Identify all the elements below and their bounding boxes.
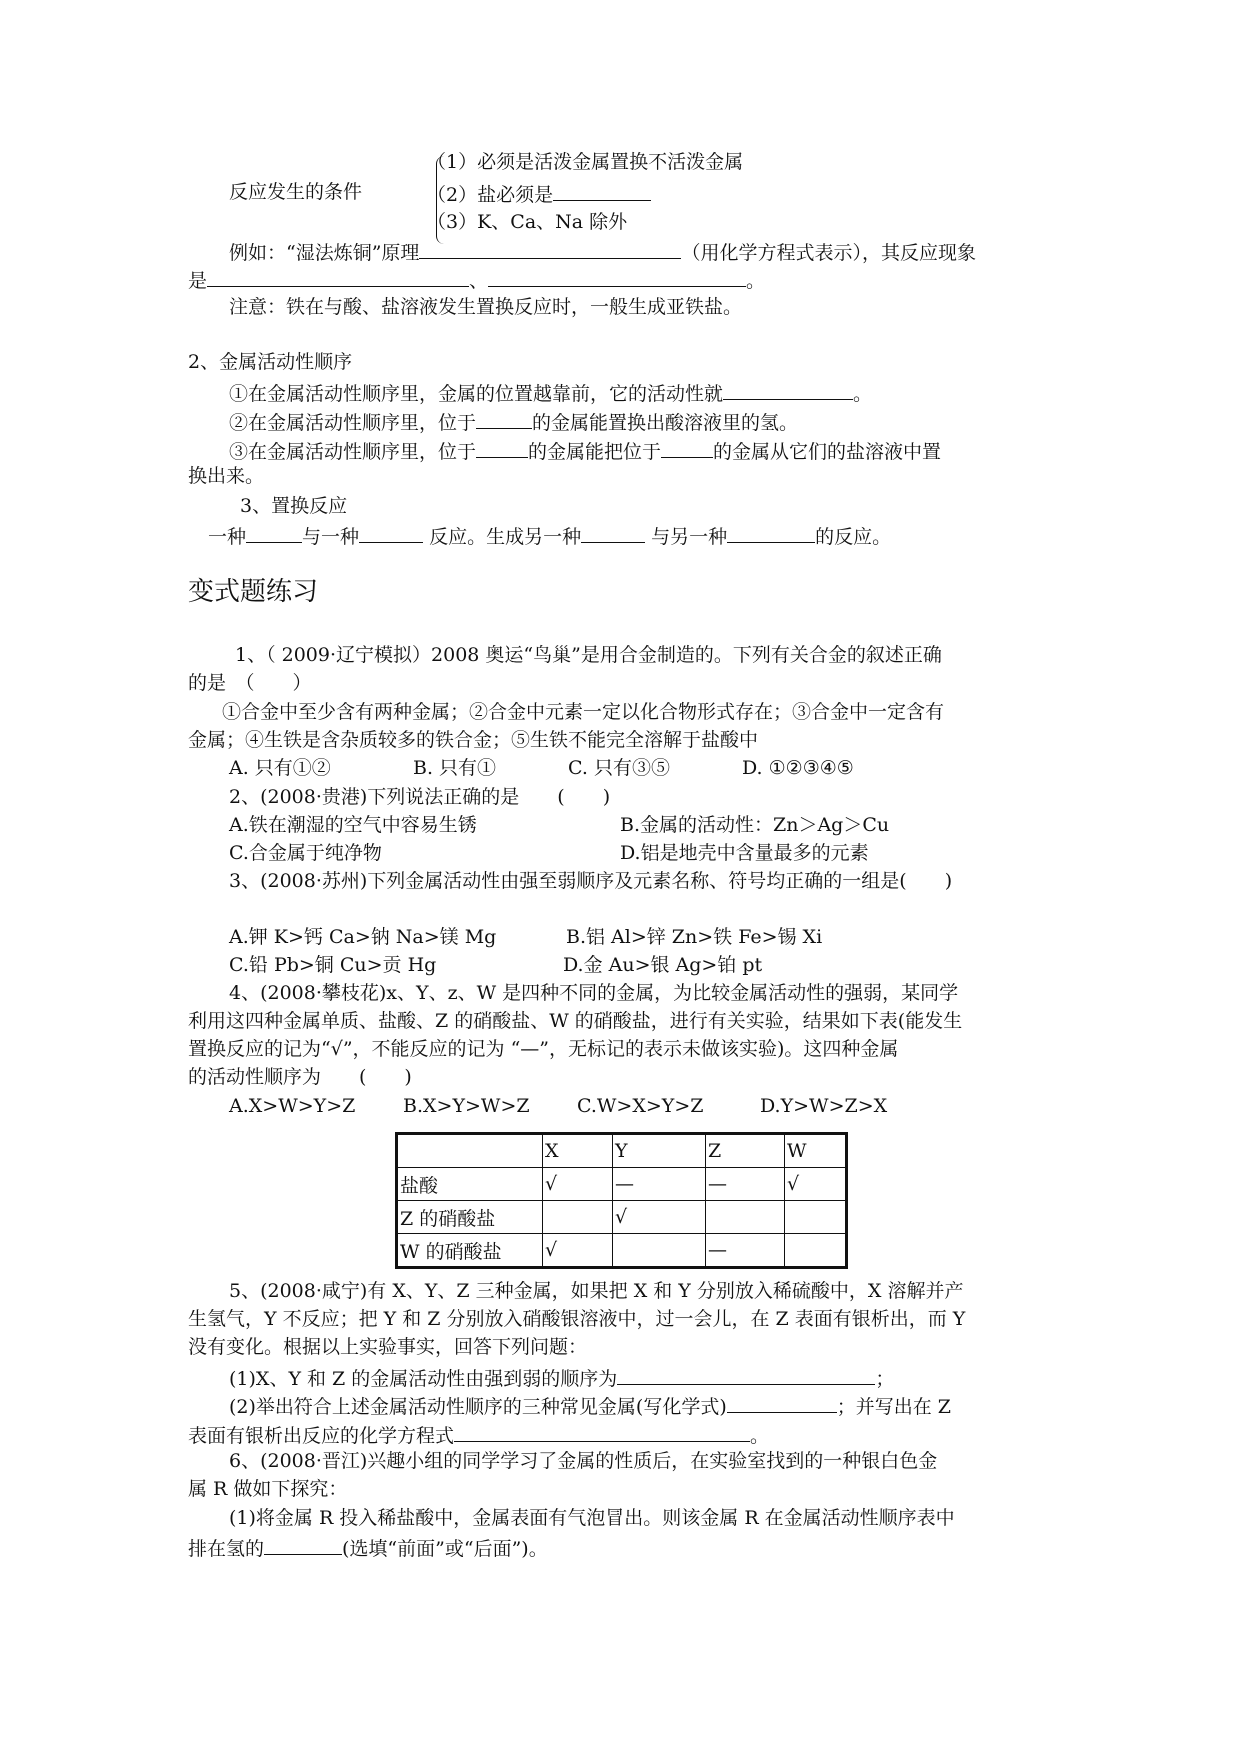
- q5-sub1: (1)X、Y 和 Z 的金属活动性由强到弱的顺序为 ；: [229, 1364, 894, 1391]
- table-cell: —: [706, 1168, 785, 1201]
- q2-option-b: B.金属的活动性：Zn＞Ag＞Cu: [620, 814, 890, 836]
- example-line1: 例如：“湿法炼铜”原理 （用化学方程式表示），其反应现象: [229, 238, 976, 265]
- q6-line1: 6、(2008·晋江)兴趣小组的同学学习了金属的性质后，在实验室找到的一种银白色金: [229, 1450, 938, 1472]
- q1-option-d: D. ①②③④⑤: [742, 757, 854, 779]
- section2-item1: ①在金属活动性顺序里，金属的位置越靠前，它的活动性就 。: [229, 379, 872, 406]
- table-row: [397, 1168, 847, 1201]
- table-cell: Y: [613, 1134, 706, 1168]
- table-row: [397, 1234, 847, 1268]
- table-cell: Z: [706, 1134, 785, 1168]
- practice-title: 变式题练习: [188, 577, 319, 607]
- results-table: [395, 1132, 848, 1269]
- q2-option-d: D.铝是地壳中含量最多的元素: [620, 842, 869, 864]
- table-row: [397, 1201, 847, 1234]
- q4-option-b: B.X>Y>W>Z: [403, 1095, 530, 1117]
- blank[interactable]: [661, 437, 713, 458]
- q3-option-b: B.铝 Al>锌 Zn>铁 Fe>锡 Xi: [566, 926, 823, 948]
- q2-option-a: A.铁在潮湿的空气中容易生锈: [229, 814, 477, 836]
- blank[interactable]: [727, 1392, 837, 1413]
- q1-option-b: B. 只有①: [413, 757, 497, 779]
- blank[interactable]: [476, 408, 532, 429]
- blank[interactable]: [476, 437, 528, 458]
- table-row: [397, 1134, 847, 1168]
- blank[interactable]: [727, 522, 815, 543]
- q6-line2: 属 R 做如下探究：: [188, 1478, 348, 1500]
- q1-option-c: C. 只有③⑤: [568, 757, 670, 779]
- blank[interactable]: [488, 266, 746, 287]
- q1-line3: ①合金中至少含有两种金属；②合金中元素一定以化合物形式存在；③合金中一定含有: [222, 701, 945, 723]
- section2-item2: ②在金属活动性顺序里，位于 的金属能置换出酸溶液里的氢。: [229, 408, 798, 435]
- table-cell: √: [613, 1201, 706, 1234]
- table-cell: W 的硝酸盐: [397, 1234, 543, 1268]
- q2-option-c: C.合金属于纯净物: [229, 842, 382, 864]
- condition-2: （2）盐必须是: [427, 180, 651, 207]
- blank[interactable]: [617, 1364, 875, 1385]
- q6-sub1: (1)将金属 R 投入稀盐酸中，金属表面有气泡冒出。则该金属 R 在金属活动性顺序表中: [229, 1507, 955, 1529]
- q4-line2: 利用这四种金属单质、盐酸、Z 的硝酸盐、W 的硝酸盐，进行有关实验，结果如下表(能发生: [188, 1010, 963, 1032]
- q6-sub1-cont: 排在氢的 (选填“前面”或“后面”)。: [188, 1534, 548, 1561]
- table-cell: Z 的硝酸盐: [397, 1201, 543, 1234]
- table-cell: √: [785, 1168, 847, 1201]
- q1-line4: 金属；④生铁是含杂质较多的铁合金；⑤生铁不能完全溶解于盐酸中: [188, 729, 759, 751]
- table-cell: [543, 1201, 613, 1234]
- q4-line1: 4、(2008·攀枝花)x、Y、z、W 是四种不同的金属，为比较金属活动性的强弱，某同学: [229, 982, 959, 1004]
- blank[interactable]: [553, 180, 651, 201]
- table-cell: [706, 1201, 785, 1234]
- blank[interactable]: [723, 379, 853, 400]
- section3-title: 3、置换反应: [240, 495, 348, 517]
- table-cell: [613, 1234, 706, 1268]
- section2-title: 2、金属活动性顺序: [188, 351, 353, 373]
- table-cell: [785, 1201, 847, 1234]
- q3-option-c: C.铅 Pb>铜 Cu>贡 Hg: [229, 954, 437, 976]
- q5-sub2: (2)举出符合上述金属活动性顺序的三种常见金属(写化学式) ；并写出在 Z: [229, 1392, 951, 1419]
- q5-sub2-cont: 表面有银析出反应的化学方程式 。: [188, 1421, 769, 1448]
- q1-line2: 的是 （ ）: [188, 672, 312, 694]
- section3-sentence: 一种 与一种 反应。生成另一种 与另一种 的反应。: [208, 522, 891, 549]
- table-cell: —: [706, 1234, 785, 1268]
- blank[interactable]: [207, 266, 469, 287]
- section2-item3-cont: 换出来。: [188, 465, 265, 487]
- q4-line3: 置换反应的记为“√”，不能反应的记为 “—”，无标记的表示未做该实验)。这四种金属: [188, 1038, 899, 1060]
- q4-option-c: C.W>X>Y>Z: [577, 1095, 704, 1117]
- blank[interactable]: [581, 522, 645, 543]
- q5-line1: 5、(2008·咸宁)有 X、Y、Z 三种金属，如果把 X 和 Y 分别放入稀硫酸中，X 溶解并产: [229, 1280, 964, 1302]
- blank[interactable]: [246, 522, 302, 543]
- example-line2: 是 、 。: [188, 266, 765, 293]
- q5-line3: 没有变化。根据以上实验事实，回答下列问题：: [188, 1336, 588, 1358]
- q4-option-d: D.Y>W>Z>X: [760, 1095, 888, 1117]
- q5-line2: 生氢气，Y 不反应；把 Y 和 Z 分别放入硝酸银溶液中，过一会儿，在 Z 表面有银析出，而 Y: [188, 1308, 966, 1330]
- note: 注意：铁在与酸、盐溶液发生置换反应时，一般生成亚铁盐。: [229, 296, 743, 318]
- q1-line1: 1、（ 2009·辽宁模拟）2008 奥运“鸟巢”是用合金制造的。下列有关合金的叙述正确: [235, 644, 942, 666]
- blank[interactable]: [359, 522, 423, 543]
- q4-line4: 的活动性顺序为 ( ): [188, 1066, 412, 1088]
- blank[interactable]: [419, 238, 681, 259]
- q4-option-a: A.X>W>Y>Z: [229, 1095, 356, 1117]
- blank[interactable]: [264, 1534, 342, 1555]
- q2-stem: 2、(2008·贵港)下列说法正确的是 ( ): [229, 786, 611, 808]
- table-cell: X: [543, 1134, 613, 1168]
- table-cell: √: [543, 1234, 613, 1268]
- condition-label: 反应发生的条件: [229, 181, 363, 203]
- q3-option-a: A.钾 K>钙 Ca>钠 Na>镁 Mg: [229, 926, 497, 948]
- condition-1: （1）必须是活泼金属置换不活泼金属: [427, 151, 744, 173]
- blank[interactable]: [454, 1421, 750, 1442]
- table-cell: [785, 1234, 847, 1268]
- condition-3: （3）K、Ca、Na 除外: [427, 211, 628, 233]
- table-cell: √: [543, 1168, 613, 1201]
- table-cell: W: [785, 1134, 847, 1168]
- section2-item3: ③在金属活动性顺序里，位于 的金属能把位于 的金属从它们的盐溶液中置: [229, 437, 941, 464]
- q3-option-d: D.金 Au>银 Ag>铂 pt: [563, 954, 763, 976]
- q3-stem: 3、(2008·苏州)下列金属活动性由强至弱顺序及元素名称、符号均正确的一组是( ): [229, 870, 953, 892]
- q1-option-a: A. 只有①②: [229, 757, 331, 779]
- table-cell: 盐酸: [397, 1168, 543, 1201]
- table-cell: —: [613, 1168, 706, 1201]
- table-cell: [397, 1134, 543, 1168]
